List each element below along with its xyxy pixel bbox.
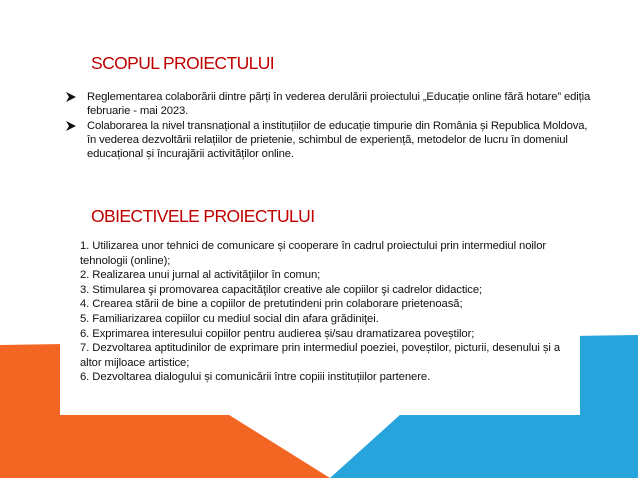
objectives-list bbox=[80, 239, 580, 385]
objective-item: 6. Exprimarea interesului copiilor pentru audierea și/sau dramatizarea poveștilor; bbox=[80, 327, 475, 340]
scope-title: SCOPUL PROIECTULUI bbox=[91, 53, 275, 73]
objective-item: 1. Utilizarea unor tehnici de comunicare și cooperare în cadrul proiectului prin intermediul noilor tehnologii (online); bbox=[80, 240, 547, 267]
scope-item-text: Colaborarea la nivel transnațional a instituțiilor de educație timpurie din România și Republica Moldova, în vederea dezvoltării relațiilor de prietenie, schimbul de experiență, metodelor de lucru în domeniul educațional și încurajării activităților online. bbox=[87, 119, 588, 161]
objective-item: 7. Dezvoltarea aptitudinilor de exprimare prin intermediul poeziei, poveștilor, picturii, desenului și a altor mijloace artistice; bbox=[80, 342, 561, 369]
objective-item: 6. Dezvoltarea dialogului și comunicării între copiii instituțiilor partenere. bbox=[80, 371, 431, 384]
scope-item bbox=[66, 90, 596, 119]
objective-item: 2. Realizarea unui jurnal al activităţiilor în comun; bbox=[80, 269, 321, 282]
scope-list bbox=[66, 90, 596, 161]
objective-item: 3. Stimularea şi promovarea capacităţilor creative ale copiilor şi cadrelor didactice; bbox=[80, 283, 483, 296]
scope-item bbox=[66, 119, 596, 162]
arrow-bullet-icon bbox=[66, 92, 76, 102]
objective-item: 5. Familiarizarea copiilor cu mediul social din afara grădiniţei. bbox=[80, 312, 379, 325]
scope-item-text: Reglementarea colaborării dintre părți în vederea derulării proiectului „Educație online fără hotare” ediția februarie - mai 2023. bbox=[87, 91, 591, 118]
objectives-title: OBIECTIVELE PROIECTULUI bbox=[91, 206, 315, 226]
arrow-bullet-icon bbox=[66, 121, 76, 131]
objective-item: 4. Crearea stării de bine a copiilor de pretutindeni prin colaborare prietenoasă; bbox=[80, 298, 463, 311]
